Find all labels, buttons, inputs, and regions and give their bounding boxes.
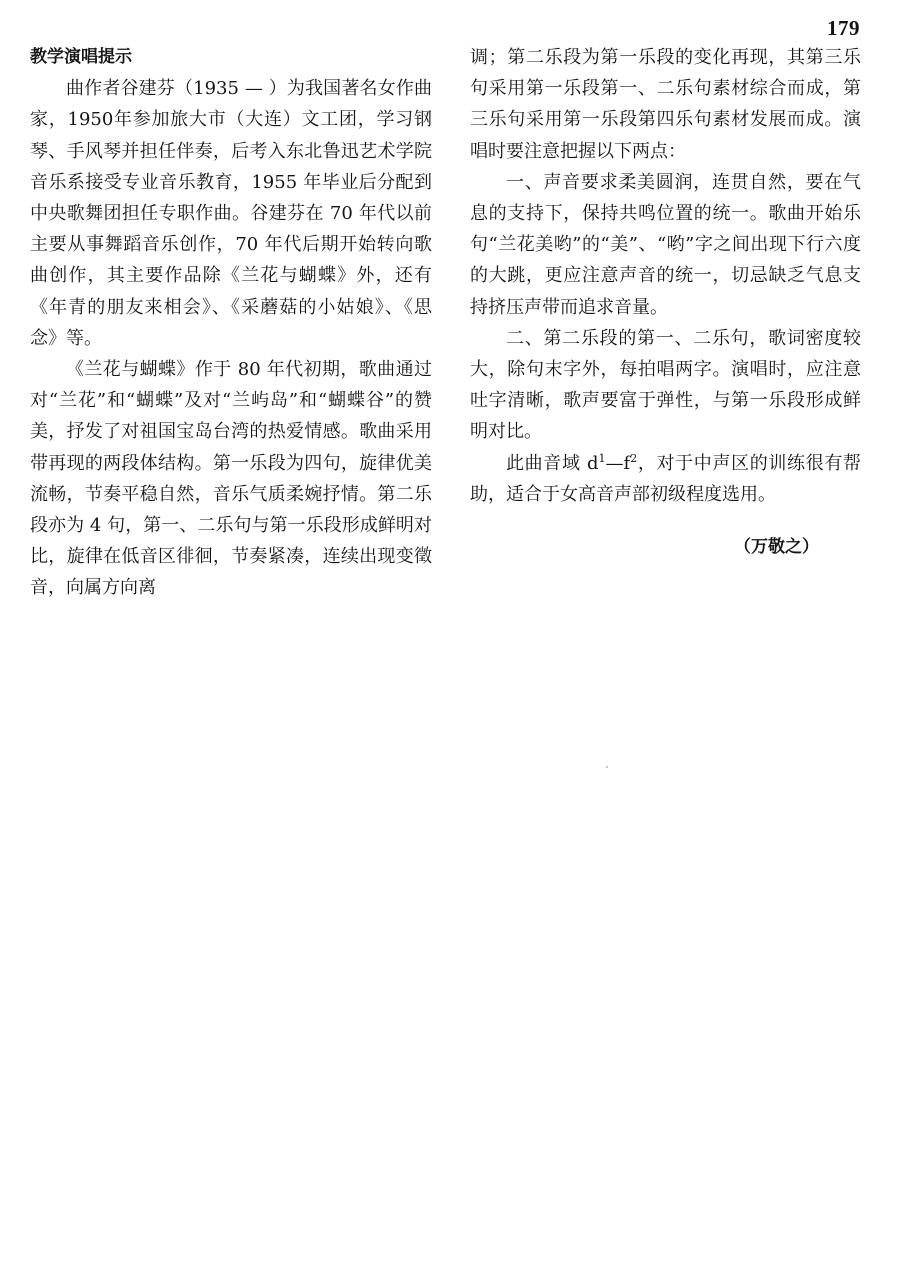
right-column — [470, 42, 861, 563]
section-heading: 教学演唱提示 — [30, 47, 132, 67]
range-high-octave: 2 — [630, 451, 638, 465]
paragraph-vocal-range — [470, 448, 861, 510]
range-suffix: ，对于中声区的训练很有帮助，适合于女高音声部初级程度选用。 — [470, 452, 862, 505]
paragraph-composer-bio: 曲作者谷建芬（1935 — ）为我国著名女作曲家，1950年参加旅大市（大连）文工团，学习钢琴、手风琴并担任伴奏，后考入东北鲁迅艺术学院音乐系接受专业音乐教育，1955 年毕业后分配到中央歌舞团担任专职作曲。谷建芬在 70 年代以前主要从事舞蹈音乐创作，70 年代后期开始转向歌曲创作，其主要作品除《兰花与蝴蝶》外，还有《年青的朋友来相会》、《采蘑菇的小姑娘》、《思念》等。 — [30, 78, 432, 349]
author-signature: （万敬之） — [734, 537, 819, 558]
scan-speck — [606, 766, 608, 768]
paragraph-continuation: 调；第二乐段为第一乐段的变化再现，其第三乐句采用第一乐段第一、二乐句素材综合而成，第三乐句采用第一乐段第四乐句素材发展而成。演唱时要注意把握以下两点： — [470, 47, 861, 162]
left-column — [30, 42, 432, 604]
page-number: 179 — [827, 16, 860, 40]
range-low-octave: 1 — [598, 451, 606, 465]
paragraph-song-analysis: 《兰花与蝴蝶》作于 80 年代初期，歌曲通过对“兰花”和“蝴蝶”及对“兰屿岛”和“蝴蝶谷”的赞美，抒发了对祖国宝岛台湾的热爱情感。歌曲采用带再现的两段体结构。第一乐段为四句，旋律优美流畅，节奏平稳自然，音乐气质柔婉抒情。第二乐段亦为 4 句，第一、二乐句与第一乐段形成鲜明对比，旋律在低音区徘徊，节奏紧凑，连续出现变徵音，向属方向离 — [30, 359, 432, 599]
paragraph-point-one: 一、声音要求柔美圆润，连贯自然，要在气息的支持下，保持共鸣位置的统一。歌曲开始乐句“兰花美哟”的“美”、“哟”字之间出现下行六度的大跳，更应注意声音的统一，切忌缺乏气息支持挤压声带而追求音量。 — [470, 171, 861, 318]
range-prefix: 此曲音域 d — [506, 452, 599, 474]
paragraph-point-two: 二、第二乐段的第一、二乐句，歌词密度较大，除句末字外，每拍唱两字。演唱时，应注意吐字清晰，歌声要富于弹性，与第一乐段形成鲜明对比。 — [470, 327, 861, 443]
range-dash: —f — [605, 452, 631, 474]
